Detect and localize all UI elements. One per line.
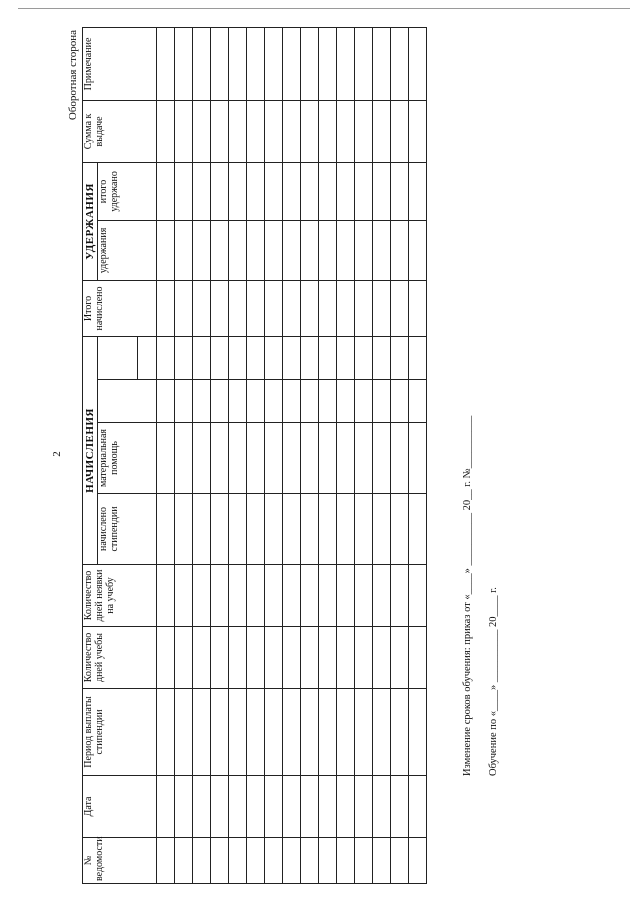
table-cell [337, 27, 355, 100]
table-row [391, 27, 409, 883]
table-row [373, 27, 391, 883]
table-cell [283, 838, 301, 884]
table-cell [265, 162, 283, 220]
table-cell [337, 280, 355, 336]
table-cell [283, 423, 301, 494]
table-cell [337, 689, 355, 776]
table-cell [373, 689, 391, 776]
table-cell [301, 494, 319, 565]
table-cell [265, 565, 283, 627]
table-cell [391, 776, 409, 838]
table-cell [211, 380, 229, 423]
table-cell [229, 838, 247, 884]
table-cell [283, 380, 301, 423]
table-cell [391, 627, 409, 689]
table-cell [409, 776, 427, 838]
table-cell [355, 423, 373, 494]
table-cell [355, 838, 373, 884]
table-cell [157, 838, 175, 884]
table-row [319, 27, 337, 883]
table-cell [391, 220, 409, 280]
table-cell [337, 776, 355, 838]
table-cell [229, 627, 247, 689]
col-header-total-accrued: Итого начислено [83, 280, 157, 336]
table-cell [265, 776, 283, 838]
table-cell [355, 220, 373, 280]
table-cell [265, 838, 283, 884]
col-header-date: Дата [83, 776, 157, 838]
table-cell [157, 27, 175, 100]
table-cell [157, 162, 175, 220]
table-cell [319, 280, 337, 336]
table-cell [157, 100, 175, 162]
table-row [265, 27, 283, 883]
table-cell [409, 162, 427, 220]
table-cell [229, 776, 247, 838]
table-cell [283, 336, 301, 379]
table-cell [391, 100, 409, 162]
table-cell [319, 220, 337, 280]
table-cell [337, 565, 355, 627]
table-cell [193, 162, 211, 220]
table-cell [229, 380, 247, 423]
table-cell [247, 423, 265, 494]
table-cell [157, 380, 175, 423]
table-cell [319, 776, 337, 838]
table-cell [355, 565, 373, 627]
table-cell [319, 838, 337, 884]
table-cell [175, 627, 193, 689]
table-cell [283, 494, 301, 565]
table-row [337, 27, 355, 883]
table-cell [391, 565, 409, 627]
table-cell [283, 220, 301, 280]
table-cell [337, 220, 355, 280]
table-cell [247, 27, 265, 100]
table-cell [175, 494, 193, 565]
table-cell [301, 423, 319, 494]
col-header-blank-2 [98, 336, 138, 379]
table-cell [247, 220, 265, 280]
table-cell [301, 689, 319, 776]
table-cell [247, 689, 265, 776]
study-until-line: Обучение по «____» __________ 20____ г. [488, 587, 499, 776]
table-cell [355, 336, 373, 379]
col-header-blank-1 [98, 380, 157, 423]
table-cell [247, 838, 265, 884]
table-cell [211, 280, 229, 336]
table-cell [301, 380, 319, 423]
table-cell [247, 565, 265, 627]
table-cell [373, 220, 391, 280]
table-cell [283, 280, 301, 336]
table-cell [157, 689, 175, 776]
table-cell [409, 336, 427, 379]
table-cell [229, 689, 247, 776]
table-row [283, 27, 301, 883]
table-cell [319, 423, 337, 494]
table-cell [193, 689, 211, 776]
table-cell [211, 565, 229, 627]
rotated-form [67, 28, 499, 884]
table-cell [373, 27, 391, 100]
col-header-accrued-stipend: начислено стипендии [98, 494, 157, 565]
top-rule [18, 8, 630, 9]
table-cell [157, 776, 175, 838]
table-cell [391, 162, 409, 220]
table-cell [319, 565, 337, 627]
table-cell [229, 162, 247, 220]
table-cell [247, 627, 265, 689]
table-cell [193, 565, 211, 627]
table-cell [391, 336, 409, 379]
table-cell [283, 627, 301, 689]
table-cell [283, 100, 301, 162]
table-cell [355, 100, 373, 162]
table-cell [337, 380, 355, 423]
table-cell [211, 220, 229, 280]
col-header-blank-3 [138, 336, 157, 379]
table-cell [265, 27, 283, 100]
col-header-deducted: удержания [98, 220, 157, 280]
table-cell [211, 100, 229, 162]
table-cell [265, 380, 283, 423]
table-cell [391, 838, 409, 884]
col-header-to-pay: Сумма к выдаче [83, 100, 157, 162]
table-cell [337, 162, 355, 220]
table-cell [301, 220, 319, 280]
table-cell [265, 220, 283, 280]
table-cell [391, 27, 409, 100]
table-cell [355, 776, 373, 838]
table-cell [373, 838, 391, 884]
table-row [211, 27, 229, 883]
table-cell [157, 627, 175, 689]
table-cell [391, 280, 409, 336]
table-cell [211, 689, 229, 776]
table-cell [337, 627, 355, 689]
table-cell [409, 27, 427, 100]
table-cell [409, 627, 427, 689]
table-cell [319, 336, 337, 379]
table-cell [355, 162, 373, 220]
table-cell [301, 565, 319, 627]
table-cell [193, 423, 211, 494]
table-cell [247, 280, 265, 336]
table-cell [301, 100, 319, 162]
table-cell [319, 100, 337, 162]
table-cell [355, 380, 373, 423]
table-cell [175, 838, 193, 884]
table-cell [319, 162, 337, 220]
side-label: Оборотная сторона [67, 30, 79, 121]
table-cell [283, 27, 301, 100]
table-cell [175, 689, 193, 776]
table-cell [193, 494, 211, 565]
table-cell [193, 838, 211, 884]
table-cell [283, 776, 301, 838]
table-cell [229, 494, 247, 565]
table-cell [229, 336, 247, 379]
table-cell [373, 627, 391, 689]
table-cell [193, 627, 211, 689]
table-cell [229, 27, 247, 100]
table-cell [175, 280, 193, 336]
table-cell [247, 776, 265, 838]
table-cell [409, 100, 427, 162]
table-cell [373, 494, 391, 565]
table-cell [409, 494, 427, 565]
table-cell [193, 380, 211, 423]
col-header-study-days: Количество дней учебы [83, 627, 157, 689]
table-cell [301, 162, 319, 220]
table-cell [247, 162, 265, 220]
table-cell [355, 27, 373, 100]
table-cell [391, 423, 409, 494]
table-cell [175, 220, 193, 280]
table-cell [319, 380, 337, 423]
table-cell [319, 27, 337, 100]
table-row [409, 27, 427, 883]
col-header-total-deducted: итого удержано [98, 162, 157, 220]
table-cell [319, 494, 337, 565]
col-header-number: № ведомости [83, 838, 157, 884]
table-cell [157, 423, 175, 494]
table-cell [337, 423, 355, 494]
table-cell [337, 494, 355, 565]
table-cell [211, 838, 229, 884]
table-cell [211, 776, 229, 838]
table-cell [337, 100, 355, 162]
table-cell [193, 220, 211, 280]
table-cell [301, 336, 319, 379]
table-cell [283, 565, 301, 627]
table-cell [319, 627, 337, 689]
table-row [229, 27, 247, 883]
table-cell [283, 689, 301, 776]
table-cell [391, 380, 409, 423]
table-cell [175, 776, 193, 838]
table-cell [175, 162, 193, 220]
table-cell [265, 494, 283, 565]
group-header-deductions: УДЕРЖАНИЯ [83, 162, 98, 280]
table-cell [211, 423, 229, 494]
table-cell [355, 280, 373, 336]
table-cell [409, 280, 427, 336]
table-cell [157, 220, 175, 280]
table-cell [265, 280, 283, 336]
table-body [157, 27, 427, 883]
table-cell [175, 27, 193, 100]
table-cell [373, 423, 391, 494]
table-row [355, 27, 373, 883]
table-cell [229, 220, 247, 280]
table-cell [355, 689, 373, 776]
table-cell [229, 565, 247, 627]
table-cell [193, 27, 211, 100]
table-cell [409, 689, 427, 776]
col-header-absent-days: Количество дней неявки на учебу [83, 565, 157, 627]
table-cell [265, 336, 283, 379]
table-cell [247, 336, 265, 379]
table-cell [175, 380, 193, 423]
table-row [193, 27, 211, 883]
table-cell [373, 280, 391, 336]
table-cell [211, 162, 229, 220]
group-header-accruals: НАЧИСЛЕНИЯ [83, 336, 98, 564]
table-cell [229, 100, 247, 162]
table-cell [373, 100, 391, 162]
change-terms-line: Изменение сроков обучения: приказ от «____» __________ 20__ г. №__________ [462, 415, 473, 776]
table-cell [247, 100, 265, 162]
table-cell [265, 100, 283, 162]
table-cell [409, 220, 427, 280]
table-cell [247, 494, 265, 565]
table-cell [175, 565, 193, 627]
table-cell [355, 494, 373, 565]
table-cell [409, 565, 427, 627]
col-header-material-aid: материальная помощь [98, 423, 157, 494]
table-cell [319, 689, 337, 776]
col-header-note: Примечание [83, 27, 157, 100]
stipend-table [82, 27, 427, 884]
table-cell [373, 162, 391, 220]
table-cell [157, 494, 175, 565]
table-cell [265, 423, 283, 494]
table-cell [265, 627, 283, 689]
table-cell [229, 423, 247, 494]
table-cell [193, 280, 211, 336]
table-cell [211, 336, 229, 379]
table-cell [409, 423, 427, 494]
table-cell [301, 627, 319, 689]
table-cell [157, 565, 175, 627]
table-cell [373, 776, 391, 838]
table-cell [373, 565, 391, 627]
table-row [247, 27, 265, 883]
table-cell [157, 336, 175, 379]
table-cell [247, 380, 265, 423]
table-cell [301, 27, 319, 100]
table-cell [175, 423, 193, 494]
table-cell [301, 280, 319, 336]
table-row [301, 27, 319, 883]
page-number: 2 [51, 451, 63, 457]
table-cell [193, 336, 211, 379]
table-cell [337, 336, 355, 379]
table-cell [157, 280, 175, 336]
table-cell [229, 280, 247, 336]
table-cell [391, 494, 409, 565]
table-cell [211, 494, 229, 565]
table-cell [409, 380, 427, 423]
table-cell [391, 689, 409, 776]
table-cell [193, 100, 211, 162]
table-cell [373, 380, 391, 423]
table-cell [301, 838, 319, 884]
table-cell [409, 838, 427, 884]
table-cell [193, 776, 211, 838]
table-cell [175, 100, 193, 162]
table-cell [283, 162, 301, 220]
table-cell [373, 336, 391, 379]
table-cell [337, 838, 355, 884]
table-cell [175, 336, 193, 379]
table-cell [265, 689, 283, 776]
table-cell [355, 627, 373, 689]
table-row [175, 27, 193, 883]
table-cell [211, 627, 229, 689]
table-cell [211, 27, 229, 100]
col-header-period: Период выплаты стипендии [83, 689, 157, 776]
table-row [157, 27, 175, 883]
table-cell [301, 776, 319, 838]
